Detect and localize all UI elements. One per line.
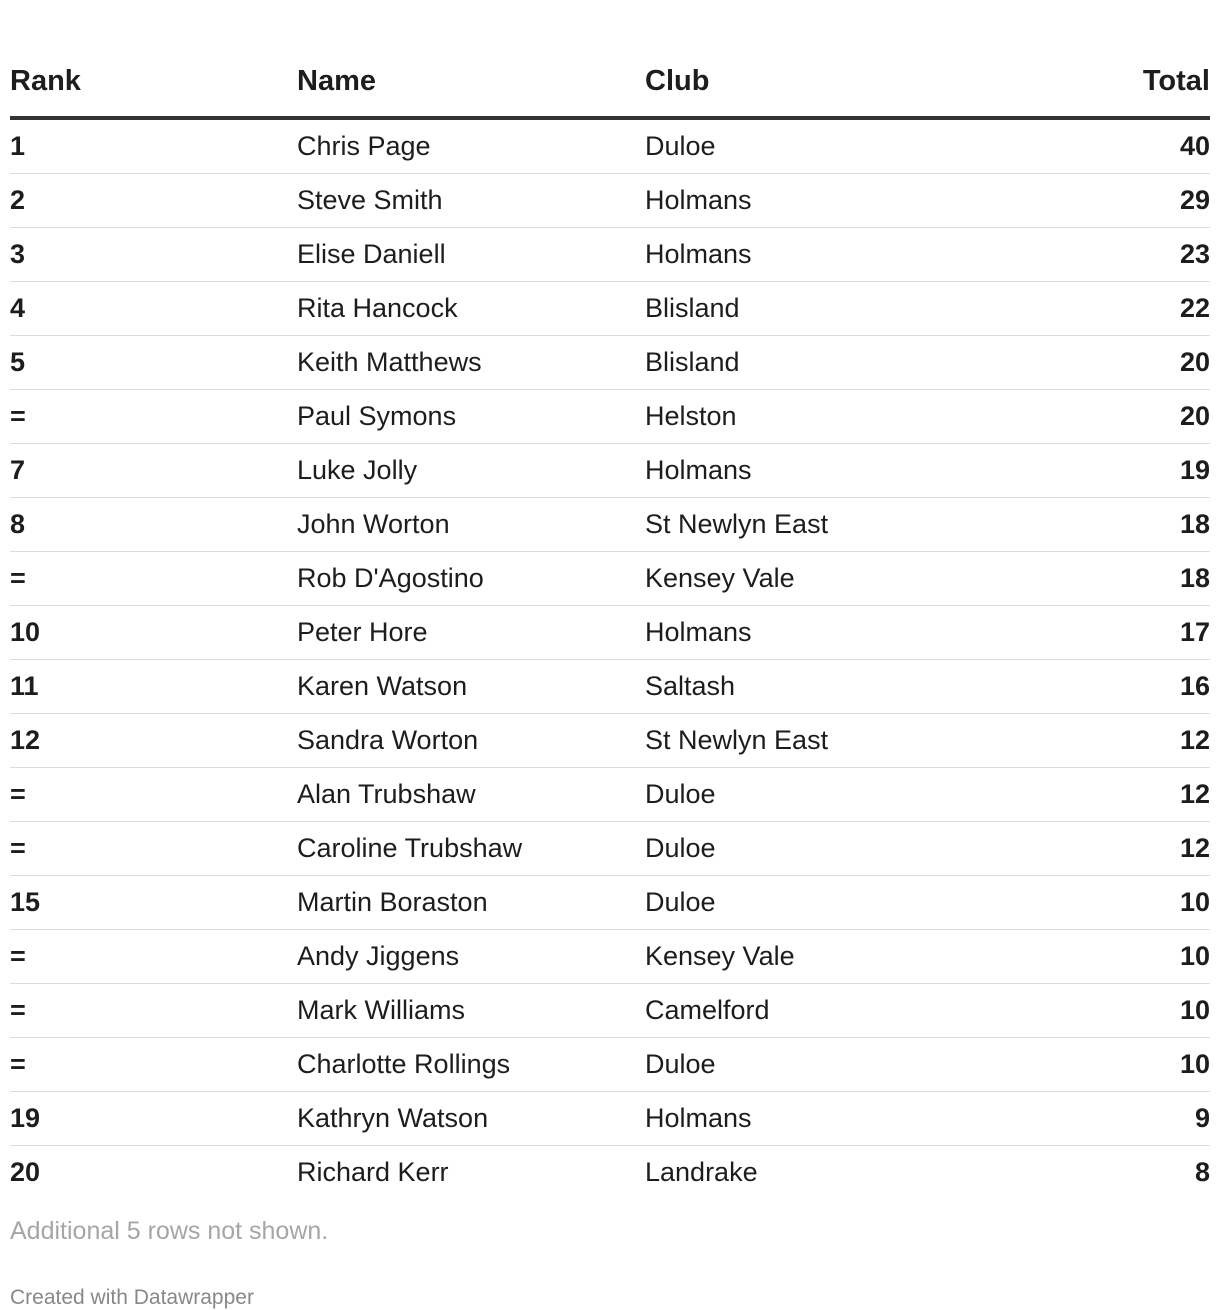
total-cell: 22 — [1045, 282, 1210, 336]
rank-cell: = — [10, 552, 297, 606]
name-cell: Mark Williams — [297, 984, 645, 1038]
total-cell: 40 — [1045, 118, 1210, 174]
club-cell: Landrake — [645, 1157, 758, 1187]
club-cell: Kensey Vale — [645, 552, 1045, 606]
table-row — [10, 390, 1210, 444]
table-row — [10, 768, 1210, 822]
name-cell: Alan Trubshaw — [297, 768, 645, 822]
club-cell: Holmans — [645, 606, 1045, 660]
total-cell: 20 — [1045, 390, 1210, 444]
club-cell: Blisland — [645, 282, 1045, 336]
table-row — [10, 1038, 1210, 1092]
rank-cell: 3 — [10, 228, 297, 282]
ranking-table — [10, 0, 1210, 1199]
table-row — [10, 1092, 1210, 1146]
name-cell: Martin Boraston — [297, 876, 645, 930]
total-cell: 12 — [1045, 714, 1210, 768]
rank-cell: 4 — [10, 282, 297, 336]
table-row — [10, 984, 1210, 1038]
rank-cell: 12 — [10, 714, 297, 768]
total-cell: 17 — [1045, 606, 1210, 660]
rank-cell: = — [10, 984, 297, 1038]
name-cell: Elise Daniell — [297, 228, 645, 282]
table-header — [10, 0, 1210, 118]
name-cell: Peter Hore — [297, 606, 645, 660]
name-cell: Chris Page — [297, 118, 645, 174]
table-row — [10, 930, 1210, 984]
total-cell: 23 — [1045, 228, 1210, 282]
club-cell: Camelford — [645, 984, 1045, 1038]
total-cell: 9 — [1045, 1092, 1210, 1146]
name-cell: Paul Symons — [297, 390, 645, 444]
total-cell: 12 — [1045, 822, 1210, 876]
club-cell: Holmans — [645, 174, 1045, 228]
rank-cell: 5 — [10, 336, 297, 390]
rank-cell: 19 — [10, 1092, 297, 1146]
rank-cell: 1 — [10, 118, 297, 174]
total-cell: 18 — [1045, 498, 1210, 552]
table-row — [10, 118, 1210, 174]
club-cell: Duloe — [645, 876, 1045, 930]
rank-cell: 10 — [10, 606, 297, 660]
club-cell: Holmans — [645, 228, 1045, 282]
rank-cell: = — [10, 1038, 297, 1092]
name-cell: Andy Jiggens — [297, 930, 645, 984]
rank-cell: = — [10, 822, 297, 876]
table-note: Additional 5 rows not shown. — [10, 1217, 329, 1245]
name-cell: Luke Jolly — [297, 444, 645, 498]
total-cell: 8 — [1194, 1157, 1210, 1187]
table-body — [10, 118, 1210, 1199]
table-row — [10, 552, 1210, 606]
rank-cell: 15 — [10, 876, 297, 930]
header-total[interactable]: Total — [1045, 0, 1210, 118]
name-cell: Rob D'Agostino — [297, 552, 645, 606]
name-cell: John Worton — [297, 498, 645, 552]
club-cell: Duloe — [645, 822, 1045, 876]
name-cell: Keith Matthews — [297, 336, 645, 390]
rank-cell: 2 — [10, 174, 297, 228]
table-row — [10, 336, 1210, 390]
total-cell: 18 — [1045, 552, 1210, 606]
header-row — [10, 0, 1210, 118]
total-cell: 16 — [1045, 660, 1210, 714]
rank-cell: 11 — [10, 660, 297, 714]
rank-cell: = — [10, 930, 297, 984]
total-cell: 10 — [1045, 1038, 1210, 1092]
club-cell: Saltash — [645, 660, 1045, 714]
club-cell: Blisland — [645, 336, 1045, 390]
rank-cell: = — [10, 768, 297, 822]
table-row — [10, 282, 1210, 336]
table-container — [10, 0, 1210, 1310]
club-cell: Duloe — [645, 1038, 1045, 1092]
club-cell: Kensey Vale — [645, 930, 1045, 984]
total-cell: 29 — [1045, 174, 1210, 228]
table-row — [10, 444, 1210, 498]
total-cell: 20 — [1045, 336, 1210, 390]
total-cell: 12 — [1045, 768, 1210, 822]
table-row — [10, 606, 1210, 660]
table-row — [10, 660, 1210, 714]
total-cell: 10 — [1045, 876, 1210, 930]
name-cell: Sandra Worton — [297, 714, 645, 768]
total-cell: 10 — [1045, 984, 1210, 1038]
club-cell: Holmans — [645, 1092, 1045, 1146]
table-row — [10, 498, 1210, 552]
club-cell: Duloe — [645, 768, 1045, 822]
header-club[interactable]: Club — [645, 0, 1045, 118]
club-cell: Duloe — [645, 118, 1045, 174]
rank-cell: 20 — [10, 1157, 41, 1187]
rank-cell: 7 — [10, 444, 297, 498]
name-cell: Charlotte Rollings — [297, 1038, 645, 1092]
name-cell: Caroline Trubshaw — [297, 822, 645, 876]
club-cell: Holmans — [645, 444, 1045, 498]
header-name[interactable]: Name — [297, 0, 645, 118]
club-cell: Helston — [645, 390, 1045, 444]
rank-cell: 8 — [10, 498, 297, 552]
name-cell: Kathryn Watson — [297, 1092, 645, 1146]
table-row — [10, 876, 1210, 930]
name-cell: Karen Watson — [297, 660, 645, 714]
table-row — [10, 822, 1210, 876]
table-row — [10, 714, 1210, 768]
club-cell: St Newlyn East — [645, 714, 1045, 768]
total-cell: 10 — [1045, 930, 1210, 984]
table-row — [10, 228, 1210, 282]
name-cell: Rita Hancock — [297, 282, 645, 336]
credit-line: Created with Datawrapper — [10, 1286, 254, 1309]
rank-cell: = — [10, 390, 297, 444]
table-row — [10, 1146, 1210, 1200]
table-row — [10, 174, 1210, 228]
club-cell: St Newlyn East — [645, 498, 1045, 552]
header-rank[interactable]: Rank — [10, 0, 297, 118]
name-cell: Steve Smith — [297, 174, 645, 228]
name-cell: Richard Kerr — [297, 1157, 449, 1187]
total-cell: 19 — [1045, 444, 1210, 498]
